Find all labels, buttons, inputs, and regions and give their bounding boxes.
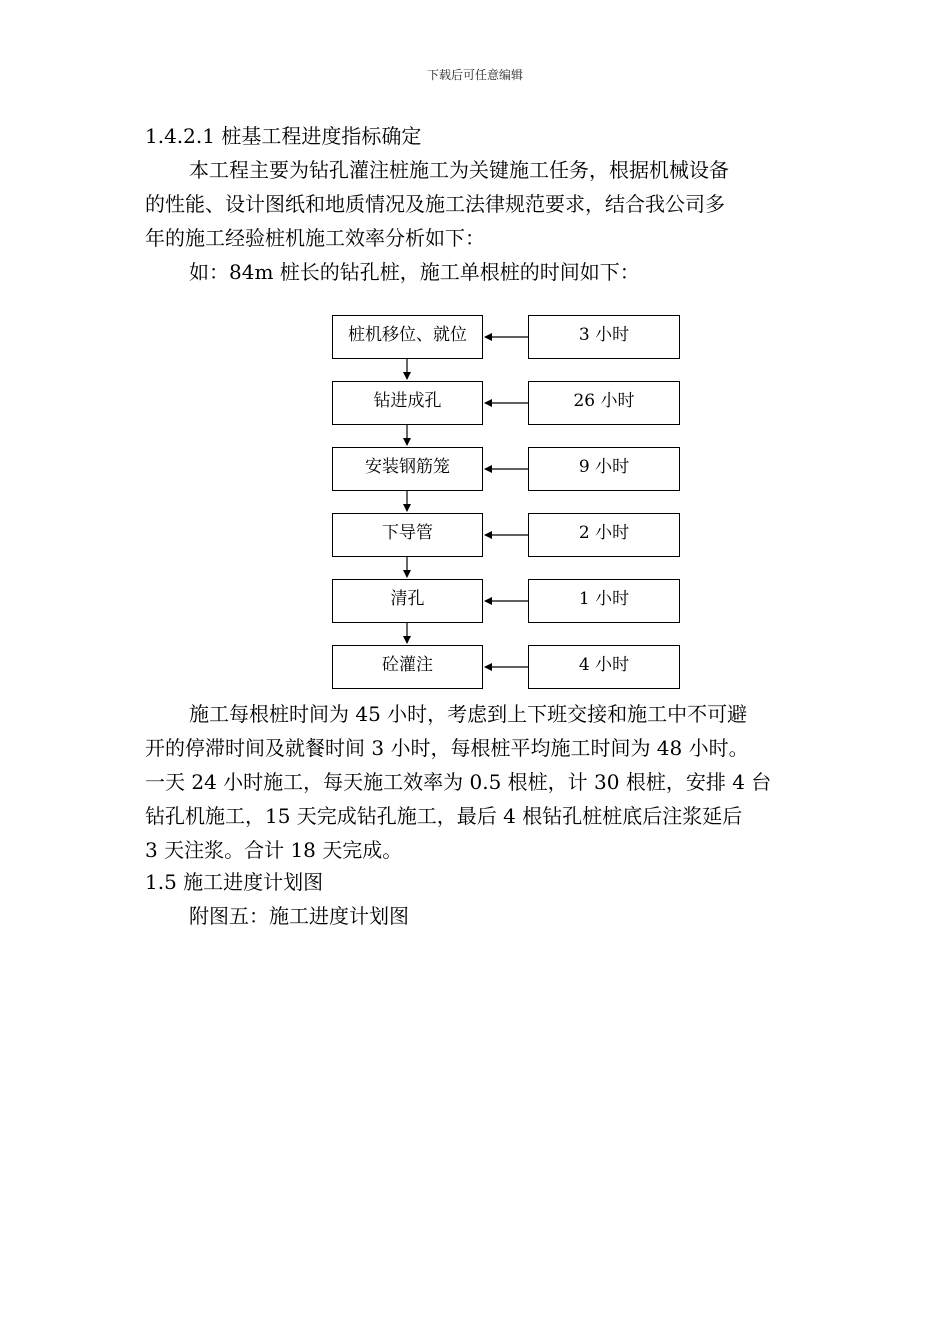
flow-duration-box: 26 小时 — [528, 381, 680, 425]
paragraph-line: 的性能、设计图纸和地质情况及施工法律规范要求，结合我公司多 — [145, 192, 725, 216]
example-line: 如：84m 桩长的钻孔桩，施工单根桩的时间如下： — [189, 260, 640, 284]
flow-duration-box: 1 小时 — [528, 579, 680, 623]
paragraph-line: 本工程主要为钻孔灌注桩施工为关键施工任务，根据机械设备 — [189, 158, 729, 182]
summary-line: 开的停滞时间及就餐时间 3 小时，每根桩平均施工时间为 48 小时。 — [145, 736, 749, 760]
page-header-note: 下载后可任意编辑 — [426, 68, 523, 82]
flow-duration-box: 9 小时 — [528, 447, 680, 491]
flow-step-box: 安装钢筋笼 — [332, 447, 483, 491]
summary-line: 3 天注浆。合计 18 天完成。 — [145, 838, 403, 862]
flow-step-box: 钻进成孔 — [332, 381, 483, 425]
flow-duration-box: 4 小时 — [528, 645, 680, 689]
flow-step-box: 下导管 — [332, 513, 483, 557]
paragraph-line: 年的施工经验桩机施工效率分析如下： — [145, 226, 485, 250]
flow-step-box: 桩机移位、就位 — [332, 315, 483, 359]
section-heading-1421: 1.4.2.1 桩基工程进度指标确定 — [145, 124, 422, 148]
flow-duration-box: 2 小时 — [528, 513, 680, 557]
summary-line: 钻孔机施工，15 天完成钻孔施工，最后 4 根钻孔桩桩底后注浆延后 — [145, 804, 743, 828]
flow-step-box: 砼灌注 — [332, 645, 483, 689]
flow-step-box: 清孔 — [332, 579, 483, 623]
summary-line: 施工每根桩时间为 45 小时，考虑到上下班交接和施工中不可避 — [189, 702, 748, 726]
attachment-line: 附图五：施工进度计划图 — [189, 904, 409, 928]
section-heading-15: 1.5 施工进度计划图 — [145, 870, 324, 894]
flow-duration-box: 3 小时 — [528, 315, 680, 359]
summary-line: 一天 24 小时施工，每天施工效率为 0.5 根桩，计 30 根桩，安排 4 台 — [145, 770, 772, 794]
